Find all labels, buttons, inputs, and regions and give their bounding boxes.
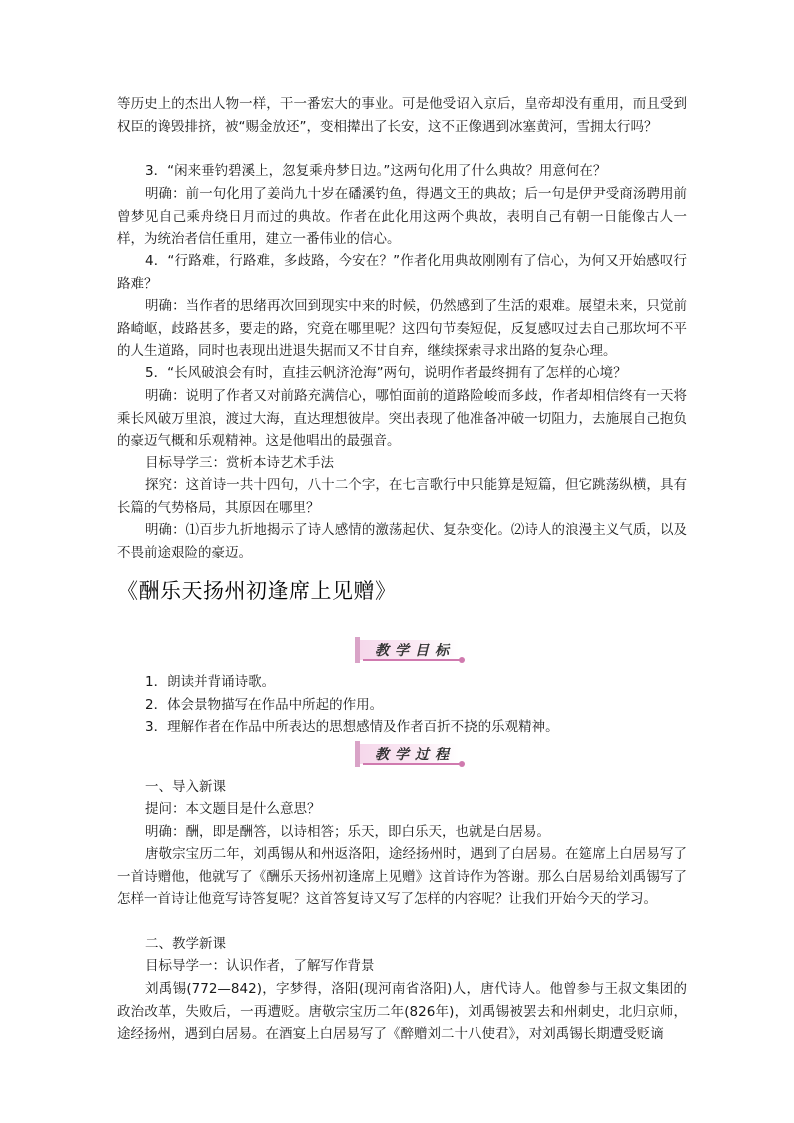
answer-5: 明确：说明了作者又对前路充满信心，哪怕面前的道路险峻而多歧，作者却相信终有一天将乘长风破万里浪，渡过大海，直达理想彼岸。突出表现了他准备冲破一切阻力，去施展自己抱负的豪迈气概和乐观精神。这是他唱出的最强音。 [117, 388, 687, 449]
paragraph-continuation: 等历史上的杰出人物一样，干一番宏大的事业。可是他受诏入京后，皇帝却没有重用，而且受到权臣的谗毁排挤，被“赐金放还”，变相撵出了长安，这不正像遇到冰塞黄河，雪拥太行吗？ [117, 96, 687, 135]
goal-item-2: 2．体会景物描写在作品中所起的作用。 [145, 697, 384, 713]
answer-3: 明确：前一句化用了姜尚九十岁在磻溪钓鱼，得遇文王的典故；后一句是伊尹受商汤聘用前曾梦见自己乘舟绕日月而过的典故。作者在此化用这两个典故，表明自己有朝一日能像古人一样，为统治者信任重用，建立一番伟业的信心。 [117, 186, 687, 247]
question-5: 5．“长风破浪会有时，直挂云帆济沧海”两句，说明作者最终拥有了怎样的心境？ [145, 365, 627, 381]
question-4: 4．“行路难，行路难，多歧路，今安在？”作者化用典故刚刚有了信心，为何又开始感叹行路难？ [117, 253, 687, 292]
section-badge-process [355, 741, 465, 767]
goal-heading-1: 目标导学一：认识作者，了解写作背景 [145, 958, 375, 974]
badge-dot [459, 657, 465, 663]
new-lesson-heading: 二、教学新课 [145, 936, 226, 952]
answer-4: 明确：当作者的思绪再次回到现实中来的时候，仍然感到了生活的艰难。展望未来，只觉前路崎岖，歧路甚多，要走的路，究竟在哪里呢？这四句节奏短促，反复感叹过去自己那坎坷不平的人生道路，同时也表现出进退失据而又不甘自弃，继续探索寻求出路的复杂心理。 [117, 298, 687, 359]
question-3: 3．“闲来垂钓碧溪上，忽复乘舟梦日边。”这两句化用了什么典故？用意何在？ [145, 163, 607, 179]
badge-process-label: 教学过程 [375, 747, 455, 763]
explore-question: 探究：这首诗一共十四句，八十二个字，在七言歌行中只能算是短篇，但它跳荡纵横，具有长篇的气势格局，其原因在哪里？ [117, 477, 687, 516]
goal-item-1: 1．朗读并背诵诗歌。 [145, 674, 276, 690]
goal-item-3: 3．理解作者在作品中所表达的思想感情及作者百折不挠的乐观精神。 [145, 719, 559, 735]
section-badge-goals [355, 637, 465, 663]
intro-answer: 明确：酬，即是酬答，以诗相答；乐天，即白乐天，也就是白居易。 [145, 824, 550, 840]
badge-dot [459, 761, 465, 767]
explore-answer: 明确：⑴百步九折地揭示了诗人感情的激荡起伏、复杂变化。⑵诗人的浪漫主义气质，以及不畏前途艰险的豪迈。 [117, 522, 687, 561]
intro-background: 唐敬宗宝历二年，刘禹锡从和州返洛阳，途经扬州时，遇到了白居易。在筵席上白居易写了一首诗赠他，他就写了《酬乐天扬州初逢席上见赠》这首诗作为答谢。那么白居易给刘禹锡写了怎样一首诗让他竟写诗答复呢？这首答复诗又写了怎样的内容呢？让我们开始今天的学习。 [117, 846, 687, 907]
goal-heading-3: 目标导学三：赏析本诗艺术手法 [145, 455, 334, 471]
badge-left-edge [355, 741, 360, 767]
lesson-title: 《酬乐天扬州初逢席上见赠》 [117, 579, 397, 603]
badge-goals-label: 教学目标 [375, 643, 455, 659]
badge-left-edge [355, 637, 360, 663]
intro-heading: 一、导入新课 [145, 779, 226, 795]
intro-question: 提问：本文题目是什么意思？ [145, 801, 321, 817]
author-intro: 刘禹锡(772—842)，字梦得，洛阳(现河南省洛阳)人，唐代诗人。他曾参与王叔文集团的政治改革，失败后，一再遭贬。唐敬宗宝历二年(826年)，刘禹锡被罢去和州刺史，北归京师，途经扬州，遇到白居易。在酒宴上白居易写了《醉赠刘二十八使君》，对刘禹锡长期遭受贬谪 [117, 981, 687, 1042]
